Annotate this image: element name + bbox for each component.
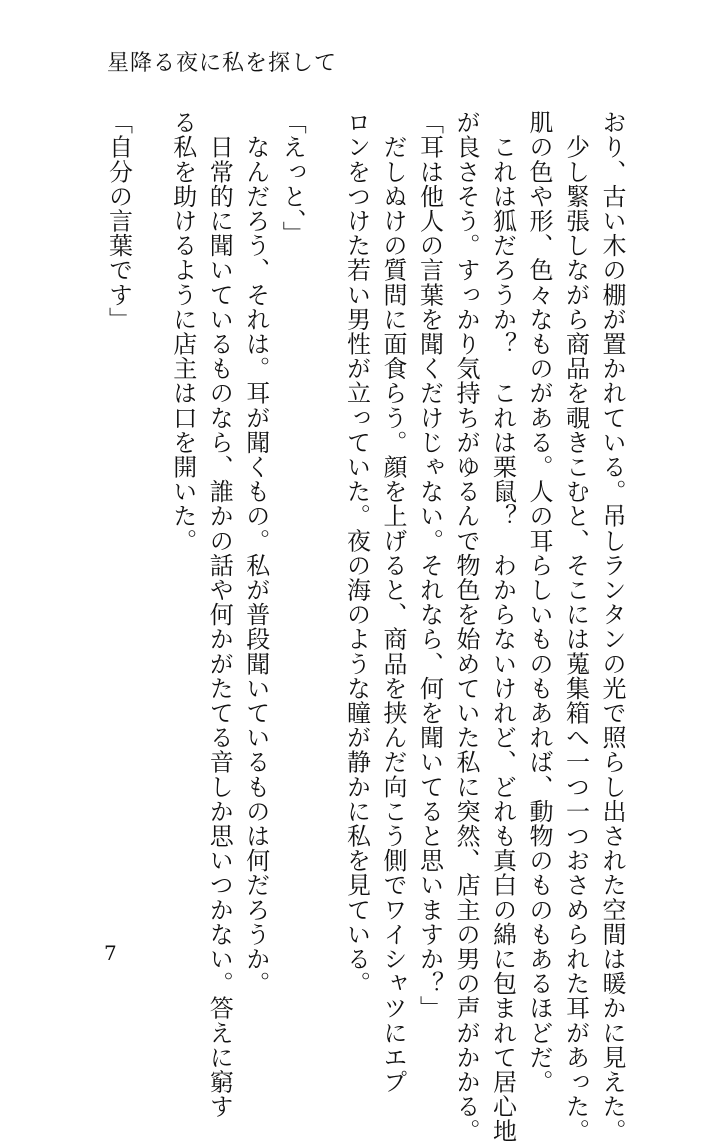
text-line-1: おり、古い木の棚が置かれている。吊しランタンの光で照らし出された空間は暖かに見えた。 (598, 110, 626, 1143)
blank-line (310, 110, 338, 970)
text-line-7: だしぬけの質問に面食らう。顔を上げると、商品を挟んだ向こう側でワイシャツにエプ (379, 110, 407, 1094)
blank-line (137, 110, 165, 970)
text-line-13: 「自分の言葉です」 (104, 110, 133, 332)
text-line-2: 少し緊張しながら商品を覗きこむと、そこには蒐集箱へ一つ一つおさめられた耳があった。 (561, 110, 590, 1143)
text-line-12: る私を助けるように店主は口を開いた。 (168, 110, 197, 553)
text-line-5: が良さそう。すっかり気持ちがゆるんで物色を始めていた私に突然、店主の男の声がかかる。 (452, 110, 480, 1143)
text-line-8: ロンをつけた若い男性が立っていた。夜の海のような瞳が静かに私を見ている。 (342, 110, 371, 996)
page-number: 7 (104, 941, 117, 965)
running-head-title: 星降る夜に私を探して (107, 51, 338, 76)
vertical-body-text (100, 110, 630, 1143)
text-line-10: なんだろう、それは。耳が聞くもの。私が普段聞いているものは何だろうか。 (241, 110, 270, 996)
text-line-11: 日常的に聞いているものなら、誰かの話や何かがたてる音しか思いつかない。答えに窮す (205, 110, 234, 1119)
text-line-9: 「えっと、」 (278, 110, 307, 246)
text-line-3: 肌の色や形、色々なものがある。人の耳らしいものもあれば、動物のものもあるほどだ。 (525, 110, 553, 1094)
text-line-6: 「耳は他人の言葉を聞くだけじゃない。それなら、何を聞いてると思いますか？」 (415, 110, 444, 1021)
text-line-4: これは狐だろうか？ これは栗鼠？ わからないけれど、どれも真白の綿に包まれて居心地 (488, 110, 517, 1143)
